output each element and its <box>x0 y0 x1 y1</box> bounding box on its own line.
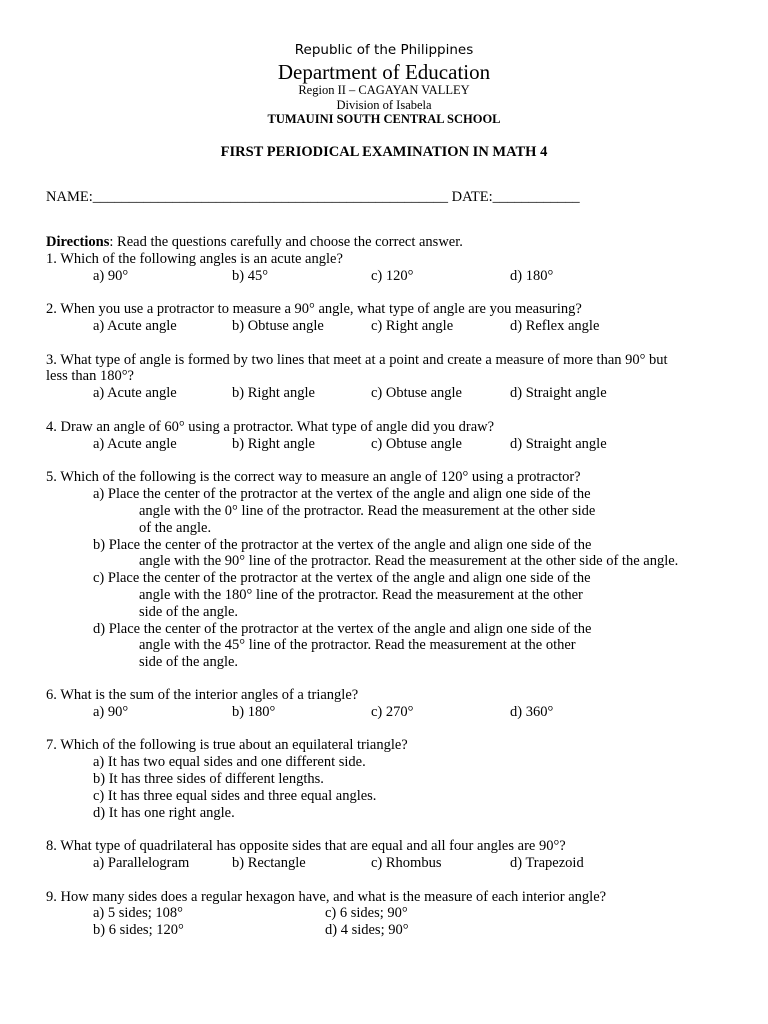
school-name: TUMAUINI SOUTH CENTRAL SCHOOL <box>267 112 501 126</box>
q4-option-a[interactable]: a) Acute angle <box>93 436 177 452</box>
q5-option-d-line-3[interactable]: side of the angle. <box>139 654 239 670</box>
question-3: 3. What type of angle is formed by two lines that meet at a point and create a measure of more than 90° but <box>46 352 668 368</box>
q7-option-d[interactable]: d) It has one right angle. <box>93 805 235 821</box>
name-date-line[interactable]: NAME:_________________________________________________ DATE:____________ <box>46 189 580 205</box>
q4-option-d[interactable]: d) Straight angle <box>510 436 607 452</box>
q9-option-d[interactable]: d) 4 sides; 90° <box>325 922 409 938</box>
q8-option-d[interactable]: d) Trapezoid <box>510 855 584 871</box>
q7-option-c[interactable]: c) It has three equal sides and three equal angles. <box>93 788 377 804</box>
q5-option-a-line-2[interactable]: angle with the 0° line of the protractor. Read the measurement at the other side <box>139 503 596 519</box>
q6-option-a[interactable]: a) 90° <box>93 704 129 720</box>
q3-option-d[interactable]: d) Straight angle <box>510 385 607 401</box>
question-7: 7. Which of the following is true about an equilateral triangle? <box>46 737 408 753</box>
question-5: 5. Which of the following is the correct way to measure an angle of 120° using a protractor? <box>46 469 581 485</box>
q9-option-b[interactable]: b) 6 sides; 120° <box>93 922 184 938</box>
region-line: Region II – CAGAYAN VALLEY <box>298 83 470 97</box>
q6-option-d[interactable]: d) 360° <box>510 704 554 720</box>
q3-option-b[interactable]: b) Right angle <box>232 385 315 401</box>
q7-option-b[interactable]: b) It has three sides of different lengths. <box>93 771 324 787</box>
q9-option-c[interactable]: c) 6 sides; 90° <box>325 905 408 921</box>
q1-option-d[interactable]: d) 180° <box>510 268 554 284</box>
q3-option-c[interactable]: c) Obtuse angle <box>371 385 462 401</box>
q5-option-c-line-3[interactable]: side of the angle. <box>139 604 239 620</box>
directions <box>46 234 463 251</box>
question-9: 9. How many sides does a regular hexagon have, and what is the measure of each interior angle? <box>46 889 607 905</box>
q5-option-c-line-2[interactable]: angle with the 180° line of the protractor. Read the measurement at the other <box>139 587 583 603</box>
q5-option-c-line-1[interactable]: c) Place the center of the protractor at the vertex of the angle and align one side of the <box>93 570 591 586</box>
republic-heading: Republic of the Philippines <box>294 42 474 58</box>
q5-option-d-line-2[interactable]: angle with the 45° line of the protractor. Read the measurement at the other <box>139 637 576 653</box>
q6-option-b[interactable]: b) 180° <box>232 704 276 720</box>
question-8: 8. What type of quadrilateral has opposite sides that are equal and all four angles are 90°? <box>46 838 566 854</box>
q1-option-b[interactable]: b) 45° <box>232 268 269 284</box>
q8-option-b[interactable]: b) Rectangle <box>232 855 306 871</box>
question-2: 2. When you use a protractor to measure a 90° angle, what type of angle are you measuring? <box>46 301 582 317</box>
q7-option-a[interactable]: a) It has two equal sides and one different side. <box>93 754 366 770</box>
question-6: 6. What is the sum of the interior angles of a triangle? <box>46 687 359 703</box>
q8-option-c[interactable]: c) Rhombus <box>371 855 442 871</box>
directions-text: : Read the questions carefully and choose the correct answer. <box>109 234 463 250</box>
question-3-continuation: less than 180°? <box>46 368 134 384</box>
q1-option-c[interactable]: c) 120° <box>371 268 414 284</box>
q5-option-a-line-1[interactable]: a) Place the center of the protractor at the vertex of the angle and align one side of the <box>93 486 591 502</box>
question-1: 1. Which of the following angles is an acute angle? <box>46 251 343 267</box>
q2-option-b[interactable]: b) Obtuse angle <box>232 318 324 334</box>
department-heading: Department of Education <box>277 60 491 84</box>
q4-option-c[interactable]: c) Obtuse angle <box>371 436 462 452</box>
q5-option-b-line-2[interactable]: angle with the 90° line of the protractor. Read the measurement at the other side of the angle. <box>139 553 679 569</box>
q8-option-a[interactable]: a) Parallelogram <box>93 855 190 871</box>
q2-option-c[interactable]: c) Right angle <box>371 318 454 334</box>
q1-option-a[interactable]: a) 90° <box>93 268 129 284</box>
q5-option-a-line-3[interactable]: of the angle. <box>139 520 212 536</box>
directions-label: Directions <box>46 234 110 250</box>
q4-option-b[interactable]: b) Right angle <box>232 436 315 452</box>
q6-option-c[interactable]: c) 270° <box>371 704 414 720</box>
q9-option-a[interactable]: a) 5 sides; 108° <box>93 905 183 921</box>
q3-option-a[interactable]: a) Acute angle <box>93 385 177 401</box>
q5-option-d-line-1[interactable]: d) Place the center of the protractor at the vertex of the angle and align one side of the <box>93 621 592 637</box>
exam-title: FIRST PERIODICAL EXAMINATION IN MATH 4 <box>220 144 548 160</box>
division-line: Division of Isabela <box>336 98 432 112</box>
q2-option-d[interactable]: d) Reflex angle <box>510 318 600 334</box>
q5-option-b-line-1[interactable]: b) Place the center of the protractor at the vertex of the angle and align one side of the <box>93 537 592 553</box>
q2-option-a[interactable]: a) Acute angle <box>93 318 177 334</box>
question-4: 4. Draw an angle of 60° using a protractor. What type of angle did you draw? <box>46 419 495 435</box>
